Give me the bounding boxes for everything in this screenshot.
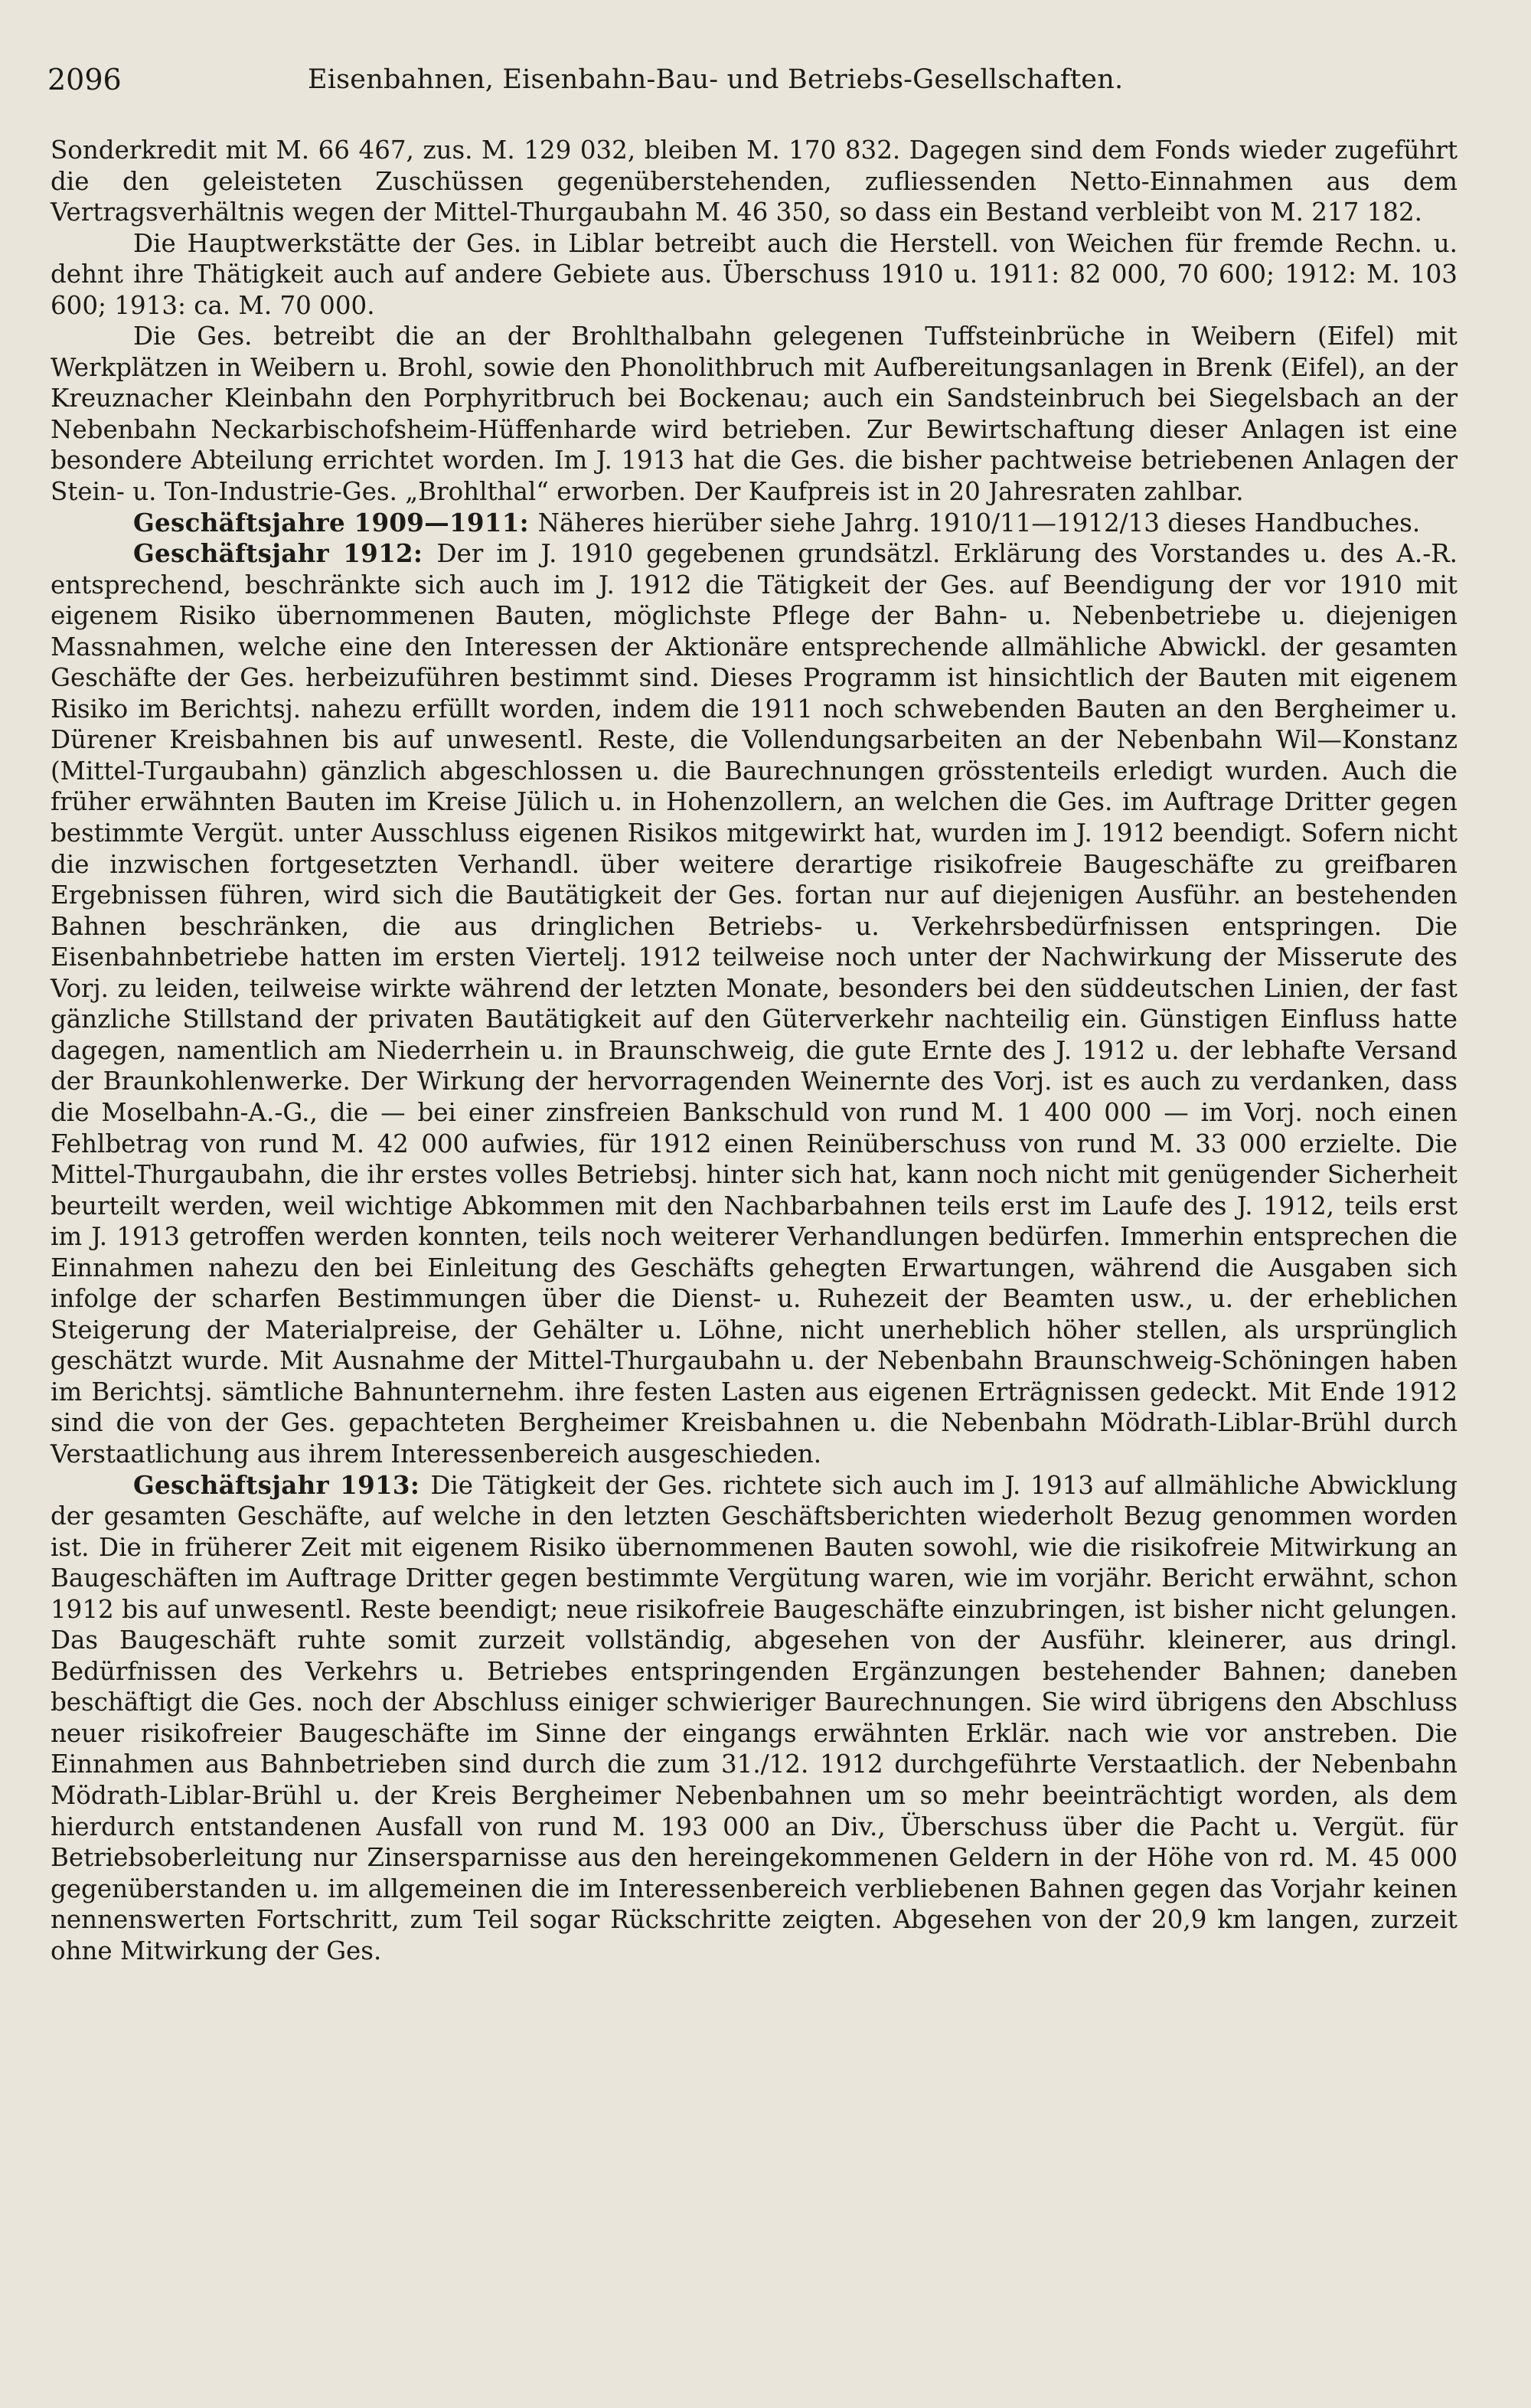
body-text	[51, 135, 1458, 1966]
paragraph-steinbrueche	[51, 321, 1458, 507]
page-number: 2096	[47, 63, 122, 96]
paragraph-text: Die Tätigkeit der Ges. richtete sich auch im J. 1913 auf allmähliche Abwicklung der gesamten Geschäfte, auf welche in den letzten Geschäftsberichten wiederholt Bezug genommen worden ist. Die in früherer Zeit mit eigenem Risiko übernommenen Bauten sowohl, wie die risikofreie Mitwirkung an Baugeschäften im Auftrage Dritter gegen bestimmte Vergütung waren, wie im vorjähr. Bericht erwähnt, schon 1912 bis auf unwesentl. Reste beendigt; neue risikofreie Baugeschäfte einzubringen, ist bisher nicht gelungen. Das Baugeschäft ruhte somit zurzeit vollständig, abgesehen von der Ausführ. kleinerer, aus dringl. Bedürfnissen des Verkehrs u. Betriebes entspringenden Ergänzungen bestehender Bahnen; daneben beschäftigt die Ges. noch der Abschluss einiger schwieriger Baurechnungen. Sie wird übrigens den Abschluss neuer risikofreier Baugeschäfte im Sinne der eingangs erwähnten Erklär. nach wie vor anstreben. Die Einnahmen aus Bahnbetrieben sind durch die zum 31./12. 1912 durchgeführte Verstaatlich. der Nebenbahn Mödrath-Liblar-Brühl u. der Kreis Bergheimer Nebenbahnen um so mehr beeinträchtigt worden, als dem hierdurch entstandenen Ausfall von rund M. 193 000 an Div., Überschuss über die Pacht u. Vergüt. für Betriebsoberleitung nur Zinsersparnisse aus den hereingekommenen Geldern in der Höhe von rd. M. 45 000 gegenüberstanden u. im allgemeinen die im Interessenbereich verbliebenen Bahnen gegen das Vorjahr keinen nennenswerten Fortschritt, zum Teil sogar Rückschritte zeigten. Abgesehen von der 20,9 km langen, zurzeit ohne Mitwirkung der Ges.	[51, 1470, 1458, 1965]
paragraph-text: Sonderkredit mit M. 66 467, zus. M. 129 032, bleiben M. 170 832. Dagegen sind dem Fonds wieder zugeführt die den geleisteten Zuschüssen gegenüberstehenden, zufliessenden Netto-Einnahmen aus dem Vertragsverhältnis wegen der Mittel-Thurgaubahn M. 46 350, so dass ein Bestand verbleibt von M. 217 182.	[51, 136, 1458, 227]
section-heading: Geschäftsjahr 1912:	[133, 538, 437, 569]
paragraph-sonderkredit	[51, 135, 1458, 228]
page-header	[47, 57, 1531, 103]
section-heading: Geschäftsjahr 1913:	[133, 1469, 431, 1500]
section-geschaeftsjahr-1912	[51, 538, 1458, 1469]
running-title: Eisenbahnen, Eisenbahn-Bau- und Betriebs-Gesellschaften.	[308, 64, 1124, 95]
paragraph-text: Die Hauptwerkstätte der Ges. in Liblar betreibt auch die Herstell. von Weichen für fremde Rechn. u. dehnt ihre Thätigkeit auch auf andere Gebiete aus. Überschuss 1910 u. 1911: 82 000, 70 600; 1912: M. 103 600; 1913: ca. M. 70 000.	[51, 228, 1458, 320]
paragraph-hauptwerkstaette	[51, 228, 1458, 322]
paragraph-text: Näheres hierüber siehe Jahrg. 1910/11—1912/13 dieses Handbuches.	[537, 508, 1421, 537]
paragraph-text: Der im J. 1910 gegebenen grundsätzl. Erklärung des Vorstandes u. des A.-R. entsprechend, beschränkte sich auch im J. 1912 die Tätigkeit der Ges. auf Beendigung der vor 1910 mit eigenem Risiko übernommenen Bauten, möglichste Pflege der Bahn- u. Nebenbetriebe u. diejenigen Massnahmen, welche eine den Interessen der Aktionäre entsprechende allmähliche Abwickl. der gesamten Geschäfte der Ges. herbeizuführen bestimmt sind. Dieses Programm ist hinsichtlich der Bauten mit eigenem Risiko im Berichtsj. nahezu erfüllt worden, indem die 1911 noch schwebenden Bauten an den Bergheimer u. Dürener Kreisbahnen bis auf unwesentl. Reste, die Vollendungsarbeiten an der Nebenbahn Wil—Konstanz (Mittel-Turgaubahn) gänzlich abgeschlossen u. die Baurechnungen grösstenteils erledigt wurden. Auch die früher erwähnten Bauten im Kreise Jülich u. in Hohenzollern, an welchen die Ges. im Auftrage Dritter gegen bestimmte Vergüt. unter Ausschluss eigenen Risikos mitgewirkt hat, wurden im J. 1912 beendigt. Sofern nicht die inzwischen fortgesetzten Verhandl. über weitere derartige risikofreie Baugeschäfte zu greifbaren Ergebnissen führen, wird sich die Bautätigkeit der Ges. fortan nur auf diejenigen Ausführ. an bestehenden Bahnen beschränken, die aus dringlichen Betriebs- u. Verkehrsbedürfnissen entspringen. Die Eisenbahnbetriebe hatten im ersten Viertelj. 1912 teilweise noch unter der Nachwirkung der Misserute des Vorj. zu leiden, teilweise wirkte während der letzten Monate, besonders bei den süddeutschen Linien, der fast gänzliche Stillstand der privaten Bautätigkeit auf den Güterverkehr nachteilig ein. Günstigen Einfluss hatte dagegen, namentlich am Niederrhein u. in Braunschweig, die gute Ernte des J. 1912 u. der lebhafte Versand der Braunkohlenwerke. Der Wirkung der hervorragenden Weinernte des Vorj. ist es auch zu verdanken, dass die Moselbahn-A.-G., die — bei einer zinsfreien Bankschuld von rund M. 1 400 000 — im Vorj. noch einen Fehlbetrag von rund M. 42 000 aufwies, für 1912 einen Reinüberschuss von rund M. 33 000 erzielte. Die Mittel-Thurgaubahn, die ihr erstes volles Betriebsj. hinter sich hat, kann noch nicht mit genügender Sicherheit beurteilt werden, weil wichtige Abkommen mit den Nachbarbahnen teils erst im Laufe des J. 1912, teils erst im J. 1913 getroffen werden konnten, teils noch weiterer Verhandlungen bedürfen. Immerhin entsprechen die Einnahmen nahezu den bei Einleitung des Geschäfts gehegten Erwartungen, während die Ausgaben sich infolge der scharfen Bestimmungen über die Dienst- u. Ruhezeit der Beamten usw., u. der erheblichen Steigerung der Materialpreise, der Gehälter u. Löhne, nicht unerheblich höher stellen, als ursprünglich geschätzt wurde. Mit Ausnahme der Mittel-Thurgaubahn u. der Nebenbahn Braunschweig-Schöningen haben im Berichtsj. sämtliche Bahnunternehm. ihre festen Lasten aus eigenen Erträgnissen gedeckt. Mit Ende 1912 sind die von der Ges. gepachteten Bergheimer Kreisbahnen u. die Nebenbahn Mödrath-Liblar-Brühl durch Verstaatlichung aus ihrem Interessenbereich ausgeschieden.	[51, 539, 1458, 1469]
paragraph-text: Die Ges. betreibt die an der Brohlthalbahn gelegenen Tuffsteinbrüche in Weibern (Eifel) mit Werkplätzen in Weibern u. Brohl, sowie den Phonolithbruch mit Aufbereitungsanlagen in Brenk (Eifel), an der Kreuznacher Kleinbahn den Porphyritbruch bei Bockenau; auch ein Sandsteinbruch bei Siegelsbach an der Nebenbahn Neckarbischofsheim-Hüffenharde wird betrieben. Zur Bewirtschaftung dieser Anlagen ist eine besondere Abteilung errichtet worden. Im J. 1913 hat die Ges. die bisher pachtweise betriebenen Anlagen der Stein- u. Ton-Industrie-Ges. „Brohlthal“ erworben. Der Kaufpreis ist in 20 Jahresraten zahlbar.	[51, 322, 1458, 507]
section-geschaeftsjahr-1913	[51, 1470, 1458, 1967]
section-heading: Geschäftsjahre 1909—1911:	[133, 507, 538, 537]
section-geschaeftsjahre-1909-1911	[51, 508, 1458, 539]
